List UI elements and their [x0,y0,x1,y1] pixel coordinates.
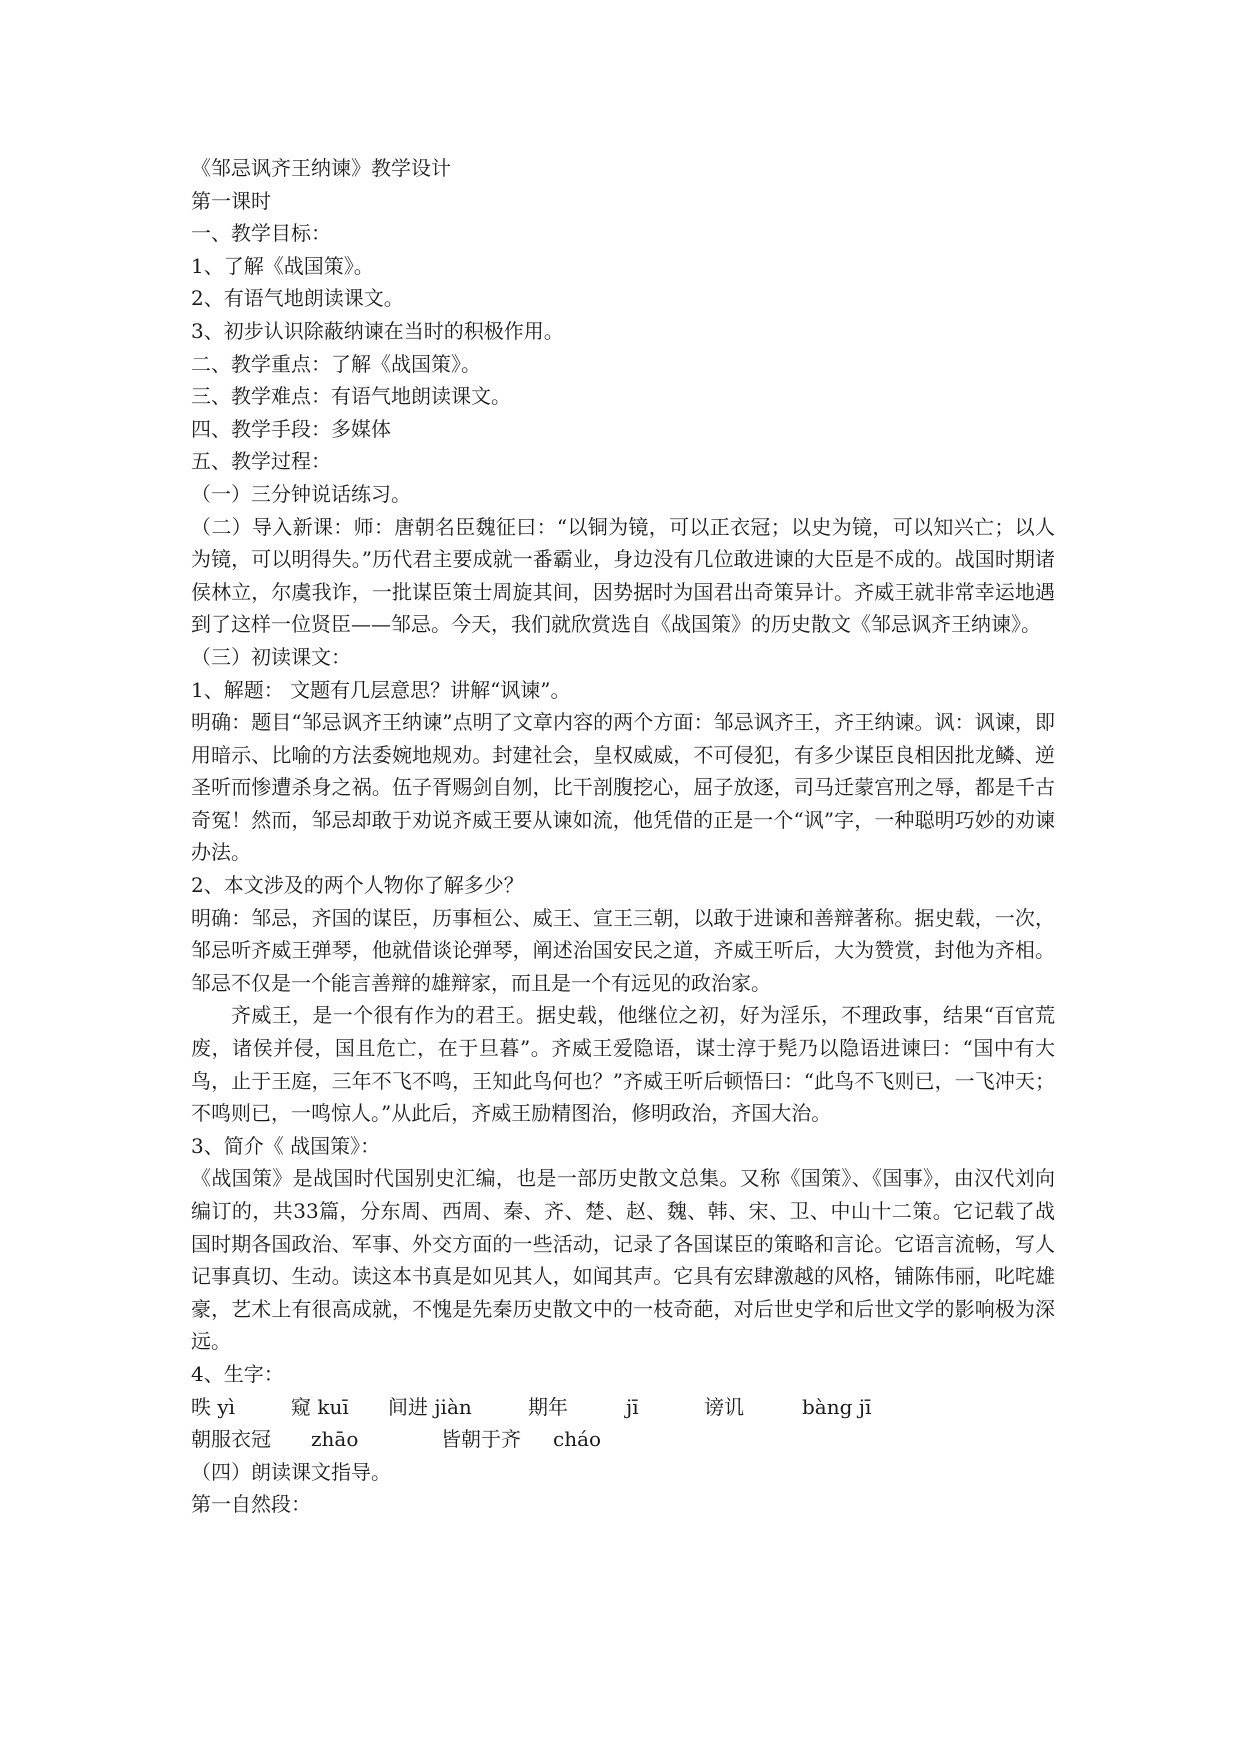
question-4: 4、生字： [191,1361,284,1386]
key-point: 二、教学重点：了解《战国策》。 [191,351,481,376]
vocab-item: 谤讥 [704,1394,744,1419]
vocab-row [191,1423,1055,1456]
session-label: 第一课时 [191,188,271,213]
question-3: 3、简介《 战国策》： [191,1133,381,1158]
vocab-item: zhāo [311,1427,359,1452]
vocab-item: jī [626,1394,639,1419]
step-1: （一）三分钟说话练习。 [191,481,411,506]
process-heading: 五、教学过程： [191,449,331,474]
objective-item: 1、了解《战国策》。 [191,253,374,278]
vocab-row [191,1391,1055,1424]
vocab-item: 窥 kuī [291,1394,349,1419]
answer-2: 明确：邹忌，齐国的谋臣，历事桓公、威王、宣王三朝，以敢于进谏和善辩著称。据史载，一次，邹忌听齐威王弹琴，他就借谈论弹琴，阐述治国安民之道，齐威王听后，大为赞赏，封他为齐相。邹忌不仅是一个能言善辩的雄辩家，而且是一个有远见的政治家。 [191,905,1055,995]
question-2: 2、本文涉及的两个人物你了解多少？ [191,873,524,898]
teaching-means: 四、教学手段：多媒体 [191,416,391,441]
vocab-item: 朝服衣冠 [191,1427,271,1452]
vocab-item: 期年 [528,1394,568,1419]
objectives-heading: 一、教学目标： [191,221,331,246]
document-title: 《邹忌讽齐王纳谏》教学设计 [191,156,451,180]
answer-2-continued: 齐威王，是一个很有作为的君王。据史载，他继位之初，好为淫乐，不理政事，结果“百官荒废，诸侯并侵，国且危亡，在于旦暮”。齐威王爱隐语，谋士淳于髡乃以隐语进谏曰：“国中有大鸟，止于王庭，三年不飞不鸣，王知此鸟何也？”齐威王听后顿悟曰：“此鸟不飞则已，一飞冲天；不鸣则已，一鸣惊人。”从此后，齐威王励精图治，修明政治，齐国大治。 [191,1003,1055,1126]
document-body [191,152,1055,1521]
step-4: （四）朗读课文指导。 [191,1459,391,1484]
vocab-item: 间进 jiàn [388,1394,472,1419]
vocab-item: 皆朝于齐 [441,1427,521,1452]
vocab-item: bàng jī [802,1394,872,1419]
paragraph-1-label: 第一自然段： [191,1492,311,1517]
question-1: 1、解题： 文题有几层意思？讲解“讽谏”。 [191,677,571,702]
step-2-intro: （二）导入新课：师：唐朝名臣魏征曰：“以铜为镜，可以正衣冠；以史为镜，可以知兴亡；以人为镜，可以明得失。”历代君主要成就一番霸业，身边没有几位敢进谏的大臣是不成的。战国时期诸侯林立，尔虞我诈，一批谋臣策士周旋其间，因势据时为国君出奇策异计。齐威王就非常幸运地遇到了这样一位贤臣——邹忌。今天，我们就欣赏选自《战国策》的历史散文《邹忌讽齐王纳谏》。 [191,514,1055,637]
answer-3: 《战国策》是战国时代国别史汇编，也是一部历史散文总集。又称《国策》、《国事》，由汉代刘向编订的，共33篇，分东周、西周、秦、齐、楚、赵、魏、韩、宋、卫、中山十二策。它记载了战国时期各国政治、军事、外交方面的一些活动，记录了各国谋臣的策略和言论。它语言流畅，写人记事真切、生动。读这本书真是如见其人，如闻其声。它具有宏肆激越的风格，铺陈伟丽，叱咤雄豪，艺术上有很高成就，不愧是先秦历史散文中的一枝奇葩，对后世史学和后世文学的影响极为深远。 [191,1166,1055,1354]
answer-1: 明确：题目“邹忌讽齐王纳谏”点明了文章内容的两个方面：邹忌讽齐王，齐王纳谏。讽：讽谏，即用暗示、比喻的方法委婉地规劝。封建社会，皇权威威，不可侵犯，有多少谋臣良相因批龙鳞、逆圣听而惨遭杀身之祸。伍子胥赐剑自刎，比干剖腹挖心，屈子放逐，司马迁蒙宫刑之辱，都是千古奇冤！然而，邹忌却敢于劝说齐威王要从谏如流，他凭借的正是一个“讽”字，一种聪明巧妙的劝谏办法。 [191,710,1055,865]
objective-item: 2、有语气地朗读课文。 [191,286,404,311]
objective-item: 3、初步认识除蔽纳谏在当时的积极作用。 [191,318,564,343]
difficulty: 三、教学难点：有语气地朗读课文。 [191,384,511,409]
step-3: （三）初读课文： [191,644,351,669]
vocab-item: cháo [553,1427,602,1452]
vocab-item: 昳 yì [191,1394,236,1419]
